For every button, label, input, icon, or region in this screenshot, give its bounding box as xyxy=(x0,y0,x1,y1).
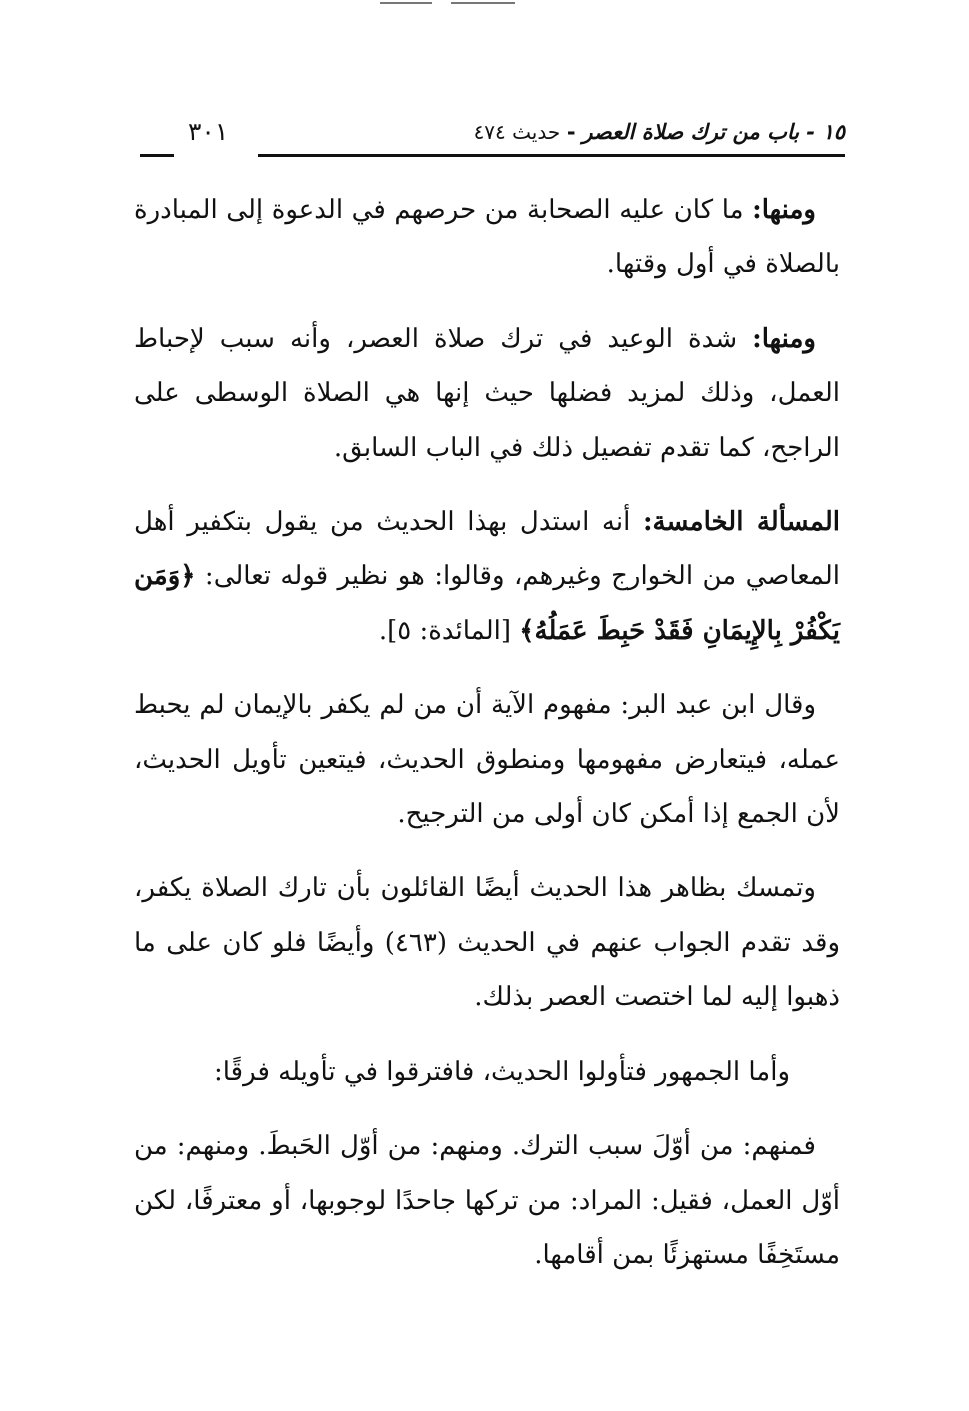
paragraph-text: فمنهم: من أوّلَ سبب الترك. ومنهم: من أوّل الحَبطَ. ومنهم: من أوّل العمل، فقيل: المراد: من تركها جاحدًا لوجوبها، أو معترفًا، لكن مستَخِفًا مستهزئًا بمن أقامها. xyxy=(134,1131,840,1270)
page-number: ٣٠١ xyxy=(188,117,229,146)
paragraph-text: ما كان عليه الصحابة من حرصهم في الدعوة إلى المبادرة بالصلاة في أول وقتها. xyxy=(134,195,840,280)
edge-mark xyxy=(380,2,432,4)
paragraph-lead: ومنها: xyxy=(752,323,816,354)
body-text xyxy=(134,183,840,1302)
chapter-title: ١٥ - باب من ترك صلاة العصر xyxy=(582,120,845,144)
section-heading: المسألة الخامسة: xyxy=(642,507,840,538)
paragraph-6 xyxy=(134,1045,840,1099)
header-rule xyxy=(258,154,845,157)
quran-verse: ﴿وَمَن يَكْفُرْ بِالإِيمَانِ فَقَدْ حَبِطَ عَمَلُهُ﴾ xyxy=(134,561,840,646)
edge-mark xyxy=(451,2,515,4)
verse-citation: [المائدة: ٥]. xyxy=(378,615,520,646)
paragraph-text: وأما الجمهور فتأولوا الحديث، فافترقوا في تأويله فرقًا: xyxy=(213,1056,790,1087)
header-separator: - xyxy=(566,120,576,144)
paragraph-3 xyxy=(134,495,840,658)
top-edge-marks xyxy=(380,0,515,6)
paragraph-4 xyxy=(134,678,840,841)
paragraph-text: وتمسك بظاهر هذا الحديث أيضًا القائلون بأن تارك الصلاة يكفر، وقد تقدم الجواب عنهم في الحديث (٤٦٣) وأيضًا فلو كان على ما ذهبوا إليه لما اختصت العصر بذلك. xyxy=(134,873,840,1013)
paragraph-5 xyxy=(134,861,840,1024)
header-title xyxy=(474,112,845,152)
paragraph-lead: ومنها: xyxy=(752,195,816,225)
paragraph-1 xyxy=(134,183,840,292)
paragraph-2 xyxy=(134,312,840,475)
paragraph-text: وقال ابن عبد البر: مفهوم الآية أن من لم يكفر بالإيمان لم يحبط عمله، فيتعارض مفهومها ومنطوق الحديث، فيتعين تأويل الحديث، لأن الجمع إذا أمكن كان أولى من الترجيح. xyxy=(134,690,840,830)
hadith-reference: حديث ٤٧٤ xyxy=(473,120,561,144)
paragraph-7 xyxy=(134,1119,840,1282)
paragraph-text: أنه استدل بهذا الحديث من يقول بتكفير أهل المعاصي من الخوارج وغيرهم، وقالوا: هو نظير قوله تعالى: xyxy=(134,507,840,592)
page-number-rule xyxy=(140,154,174,157)
running-header xyxy=(140,112,845,162)
paragraph-text: شدة الوعيد في ترك صلاة العصر، وأنه سبب لإحباط العمل، وذلك لمزيد فضلها حيث إنها هي الصلاة الوسطى على الراجح، كما تقدم تفصيل ذلك في الباب السابق. xyxy=(134,323,840,463)
